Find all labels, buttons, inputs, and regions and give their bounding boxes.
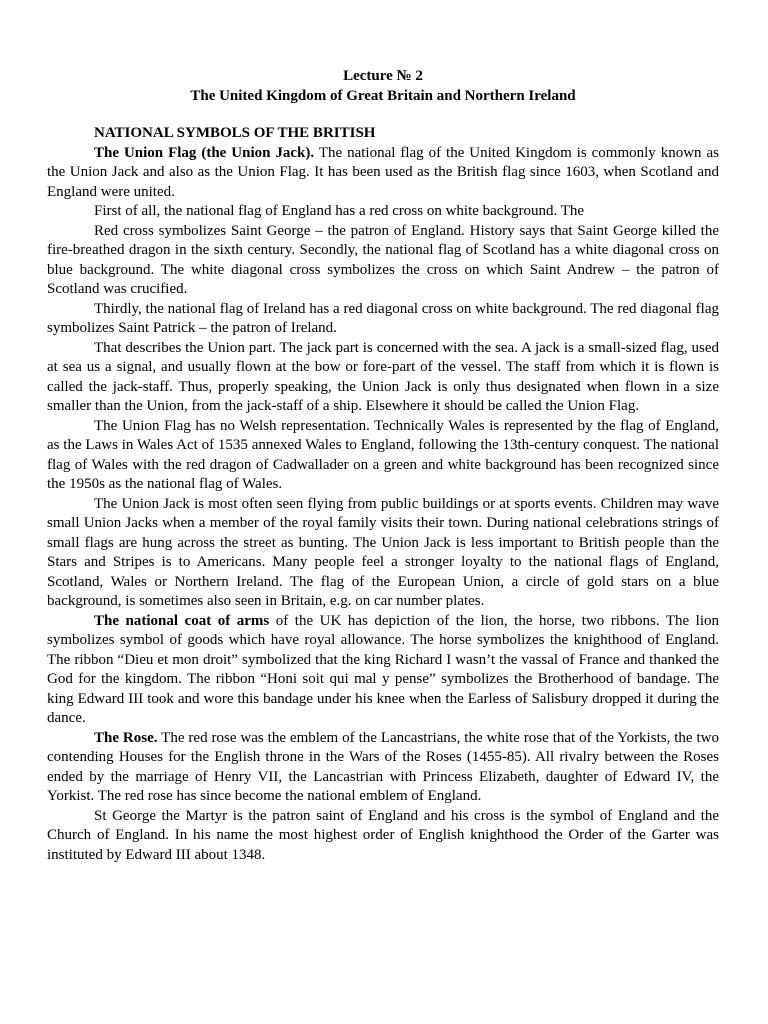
paragraph-st-george: St George the Martyr is the patron saint of England and his cross is the symbol of England and the Church of England. In his name the most highest order of English knighthood the Order of the Garter was instituted by Edward III about 1348. (47, 807, 719, 863)
section-heading: NATIONAL SYMBOLS OF THE BRITISH (94, 125, 376, 141)
paragraph-text: The red rose was the emblem of the Lancastrians, the white rose that of the Yorkists, the two contending Houses for the English throne in the Wars of the Roses (1455-85). All rivalry between the Roses ended by the marriage of Henry VII, the Lancastrian with Princess Elizabeth, daughter of Edward IV, the Yorkist. The red rose has since become the national emblem of England. (47, 729, 719, 804)
paragraph-text: of the UK has depiction of the lion, the horse, two ribbons. The lion symbolizes symbol of goods which have royal allowance. The horse symbolizes the knighthood of England. The ribbon “Dieu et mon droit” symbolized that the king Richard I wasn’t the vassal of France and thanked the God for the kingdom. The ribbon “Honi soit qui mal y pense” symbolizes the Brotherhood of bandage. The king Edward III took and wore this bandage under his knee when the Earless of Salisbury dropped it during the dance. (47, 612, 719, 726)
coat-of-arms-heading: The national coat of arms (94, 612, 270, 629)
document-body (47, 67, 719, 865)
paragraph-jack-part: That describes the Union part. The jack part is concerned with the sea. A jack is a small-sized flag, used at sea us a signal, and usually flown at the bow or fore-part of the vessel. The staff from which it is flown is called the jack-staff. Thus, properly speaking, the Union Jack is only thus designated when flown in a size smaller than the Union, from the jack-staff of a ship. Elsewhere it should be called the Union Flag. (47, 339, 719, 414)
paragraph-ireland-flag: Thirdly, the national flag of Ireland has a red diagonal cross on white background. The red diagonal flag symbolizes Saint Patrick – the patron of Ireland. (47, 300, 719, 336)
lecture-number: Lecture № 2 (343, 68, 423, 84)
paragraph-red-cross: Red cross symbolizes Saint George – the patron of England. History says that Saint George killed the fire-breathed dragon in the sixth century. Secondly, the national flag of Scotland has a white diagonal cross on blue background. The white diagonal cross symbolizes the cross on which Saint Andrew – the patron of Scotland was crucified. (47, 222, 719, 297)
paragraph-coat-of-arms (47, 612, 719, 729)
paragraph-text: The national flag of the United Kingdom is commonly known as the Union Jack and also as the Union Flag. It has been used as the British flag since 1603, when Scotland and England were united. (47, 144, 719, 200)
paragraph-union-flag (47, 144, 719, 203)
paragraph-england-flag: First of all, the national flag of England has a red cross on white background. The (94, 203, 585, 219)
rose-heading: The Rose. (94, 729, 158, 746)
paragraph-rose (47, 729, 719, 807)
paragraph-union-jack-usage: The Union Jack is most often seen flying from public buildings or at sports events. Children may wave small Union Jacks when a member of the royal family visits their town. During national celebrations strings of small flags are hung across the street as bunting. The Union Jack is less important to British people than the Stars and Stripes is to Americans. Many people feel a stronger loyalty to the national flags of England, Scotland, Wales or Northern Ireland. The flag of the European Union, a circle of gold stars on a blue background, is sometimes also seen in Britain, e.g. on car number plates. (47, 495, 719, 609)
union-flag-heading: The Union Flag (the Union Jack). (94, 144, 315, 161)
document-title: The United Kingdom of Great Britain and Northern Ireland (190, 87, 576, 104)
paragraph-wales: The Union Flag has no Welsh representation. Technically Wales is represented by the flag of England, as the Laws in Wales Act of 1535 annexed Wales to England, following the 13th-century conquest. The national flag of Wales with the red dragon of Cadwallader on a green and white background has been recognized since the 1950s as the national flag of Wales. (47, 417, 719, 492)
